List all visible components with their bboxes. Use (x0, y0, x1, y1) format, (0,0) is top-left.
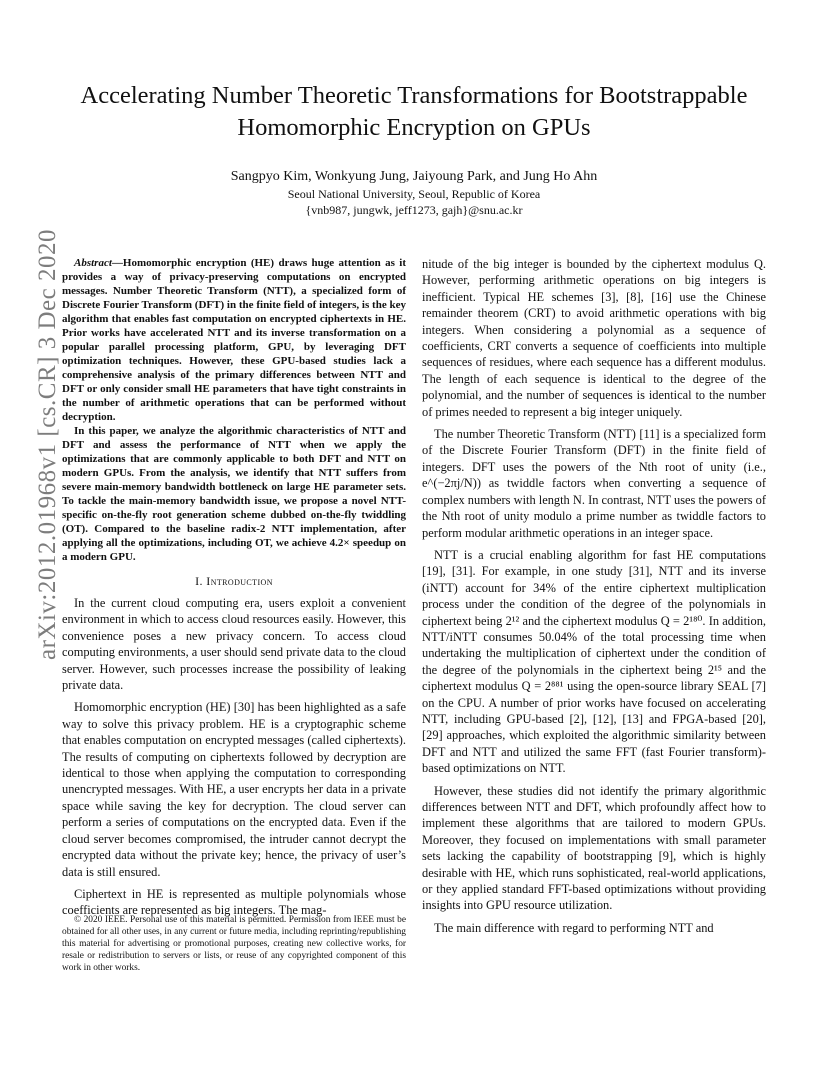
affiliation: Seoul National University, Seoul, Republic of Korea (287, 187, 541, 201)
section-heading-introduction: I. Introduction (195, 574, 273, 588)
introduction-text (62, 595, 406, 919)
abstract-paragraph-1 (62, 256, 406, 424)
intro-paragraph-1: In the current cloud computing era, users exploit a convenient environment in which to access cloud resources easily. However, this convenience poses a new privacy concern. To access cloud computing environments, a user should send private data to the cloud server. However, such processes increase the possibility of leaking private data. (62, 596, 406, 693)
abstract-text-1: —Homomorphic encryption (HE) draws huge attention as it provides a way of privacy-preserving computations on encrypted messages. Number Theoretic Transform (NTT), a specialized form of Discrete Fourier Transform (DFT) in the finite field of integers, is the key algorithm that enables fast computation on encrypted ciphertexts in HE. Prior works have accelerated NTT and its inverse transformation on a popular parallel processing platform, GPU, by leveraging DFT optimization techniques. However, these GPU-based studies lack a comprehensive analysis of the primary differences between NTT and DFT or only consider small HE parameters that have tight constraints in the number of arithmetic operations that can be performed without decryption. (62, 257, 406, 423)
title-block (60, 80, 768, 218)
left-column (62, 256, 406, 925)
arxiv-identifier: arXiv:2012.01968v1 [cs.CR] 3 Dec 2020 (34, 229, 61, 660)
paragraph-prior-work-limits: However, these studies did not identify the primary algorithmic differences between NTT and DFT, which profoundly affect how to implement these algorithms that are tailored to modern GPUs. Moreover, they focused on implementations with small parameter sets lacking the capability of bootstrapping [9], which is highly desirable with HE, which runs sophisticated, real-world applications, or they applied standard FFT-based optimizations without providing insights into GPU resource utilization. (422, 783, 766, 913)
right-column-text (422, 256, 766, 936)
copyright-text: © 2020 IEEE. Personal use of this material is permitted. Permission from IEEE must be obtained for all other uses, in any current or future media, including reprinting/republishing this material for advertising or promotional purposes, creating new collective works, for resale or redistribution to servers or lists, or reuse of any copyrighted component of this work in other works. (62, 915, 406, 973)
intro-paragraph-2: Homomorphic encryption (HE) [30] has been highlighted as a safe way to solve this privacy problem. HE is a cryptographic scheme that enables computation on encrypted messages (called ciphertexts). The results of computing on ciphertexts followed by decryption are identical to those when applying the computation to corresponding unencrypted messages. With HE, a user encrypts her data in a private space while saving the key for decryption. The cloud server can perform a series of computations on the encrypted data. Even if the cloud server becomes compromised, the intruder cannot decrypt the encrypted data without the private key; hence, the privacy of user’s data is still ensured. (62, 700, 406, 879)
paragraph-ntt-definition: The number Theoretic Transform (NTT) [11] is a specialized form of the Discrete Fourier Transform (DFT) in the finite field of integers. DFT uses the powers of the Nth root of unity (i.e., e^(−2πj/N)) as twiddle factors when converting a sequence of complex numbers with length N. In contrast, NTT uses the powers of the Nth root of unity modulo a prime number as twiddle factors to perform modular arithmetic operations in an integer space. (422, 427, 766, 540)
abstract-label: Abstract (74, 257, 112, 269)
abstract-paragraph-2: In this paper, we analyze the algorithmic characteristics of NTT and DFT and assess the performance of NTT when we apply the optimizations that are commonly applicable to both DFT and NTT on modern GPUs. From the analysis, we identify that NTT suffers from severe main-memory bandwidth bottleneck on large HE parameter sets. To tackle the main-memory bandwidth issue, we propose a novel NTT-specific on-the-fly root generation scheme dubbed on-the-fly twiddling (OT). Compared to the baseline radix-2 NTT implementation, after applying all the optimizations, including OT, we achieve 4.2× speedup on a modern GPU. (62, 425, 406, 563)
paragraph-ntt-importance: NTT is a crucial enabling algorithm for fast HE computations [19], [31]. For example, in one study [31], NTT and its inverse (iNTT) account for 34% of the entire ciphertext multiplication process under the condition of the degree of the polynomials in ciphertext being 2¹² and the ciphertext modulus Q = 2¹⁸⁰. In addition, NTT/iNTT consumes 50.04% of the total processing time when undertaking the multiplication of ciphertext under the condition of the degree of the polynomials in the ciphertext being 2¹⁵ and the ciphertext modulus Q = 2⁸⁸¹ using the open-source library SEAL [7] on the CPU. A number of prior works have focused on accelerating NTT, including GPU-based [2], [12], [13] and FPGA-based [20], [29] approaches, which exploited the algorithmic similarity between DFT and NTT and utilized the same FFT (fast Fourier transform)-based optimizations on NTT. (422, 547, 766, 776)
paragraph-continued: nitude of the big integer is bounded by the ciphertext modulus Q. However, performing arithmetic operations on big integers is inefficient. Typical HE schemes [3], [8], [16] use the Chinese remainder theorem (CRT) to avoid arithmetic operations with big integers. When considering a polynomial as a sequence of coefficients, CRT converts a sequence of coefficients into multiple sequences of residues, where each sequence has a different modulus. The length of each sequence is identical to the degree of the polynomial, and the number of sequences is identical to the number of primes needed to represent a big integer uniquely. (422, 257, 766, 419)
author-list: Sangpyo Kim, Wonkyung Jung, Jaiyoung Park, and Jung Ho Ahn (230, 169, 598, 184)
intro-paragraph-3: Ciphertext in HE is represented as multiple polynomials whose coefficients are represented as big integers. The mag- (62, 886, 406, 918)
abstract (62, 256, 406, 564)
paper-title: Accelerating Number Theoretic Transformations for Bootstrappable Homomorphic Encryption on GPUs (80, 82, 748, 141)
paragraph-main-difference: The main difference with regard to performing NTT and (434, 920, 714, 935)
right-column (422, 256, 766, 942)
copyright-notice (62, 914, 406, 974)
author-emails: {vnb987, jungwk, jeff1273, gajh}@snu.ac.kr (305, 203, 523, 217)
